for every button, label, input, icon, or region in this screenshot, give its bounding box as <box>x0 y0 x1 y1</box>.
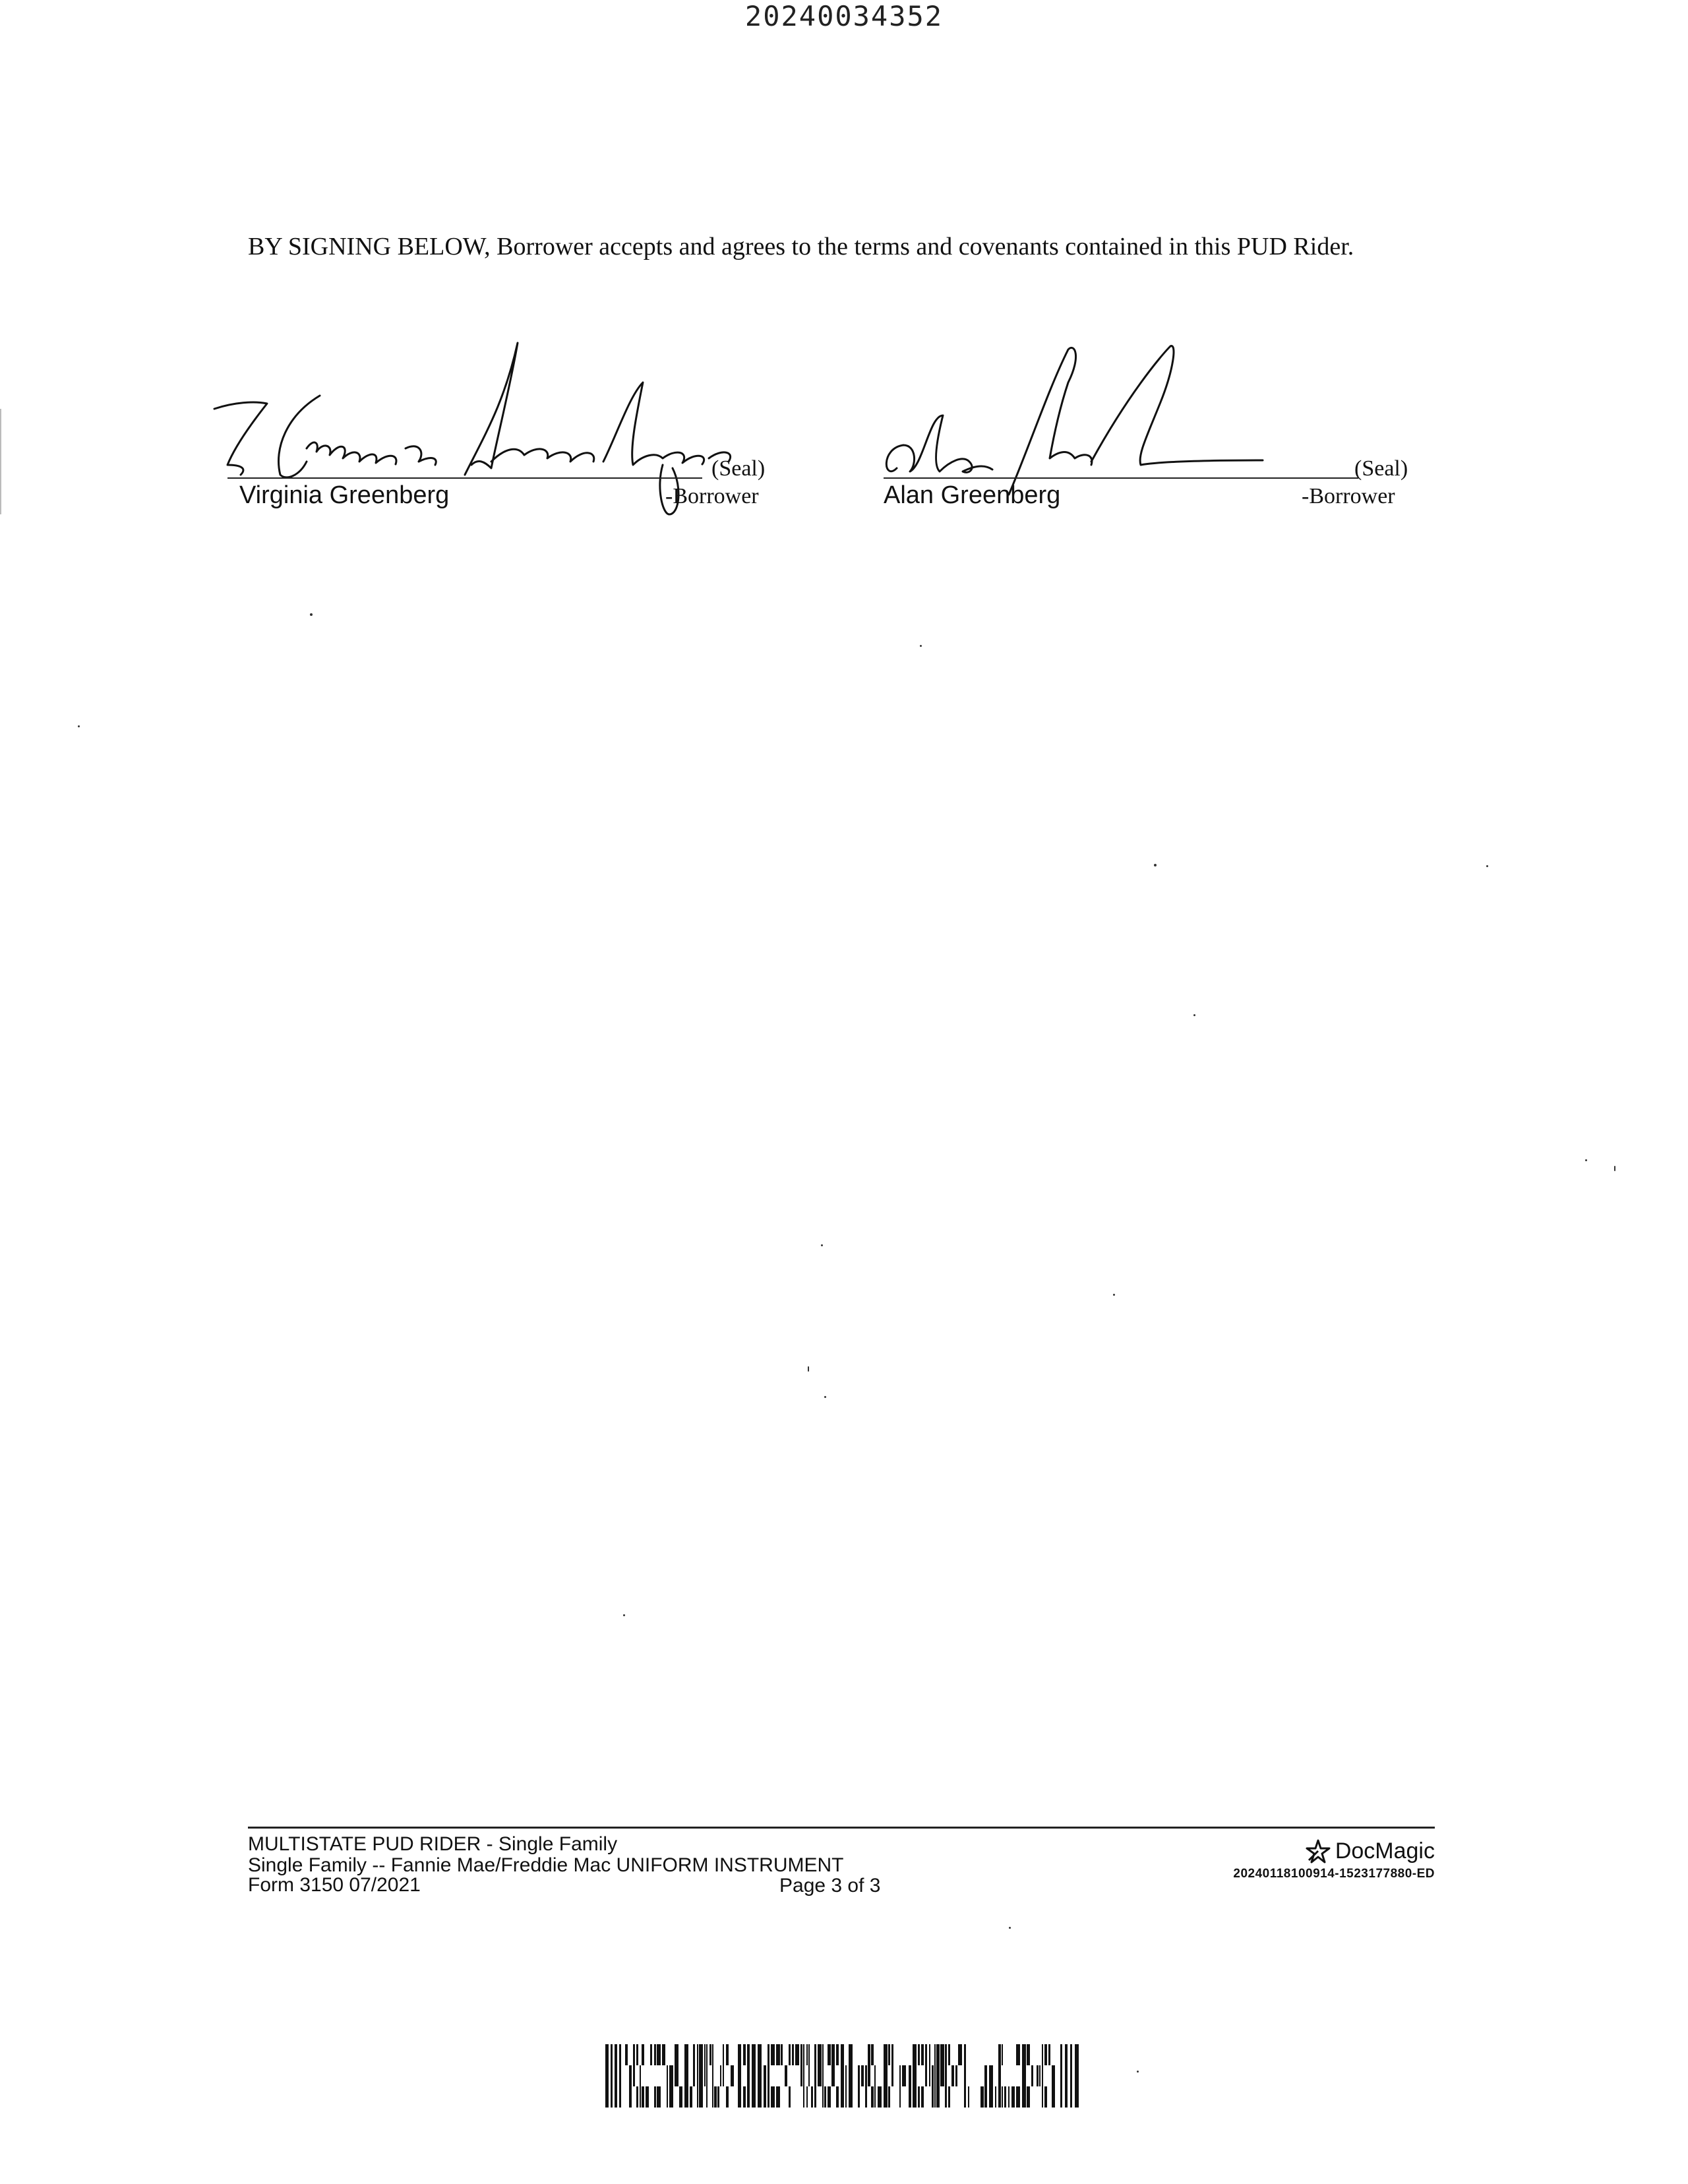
scan-speck <box>1193 1014 1195 1016</box>
signature-line <box>227 477 702 479</box>
recording-number: 20240034352 <box>744 0 944 32</box>
scan-speck <box>623 1614 625 1616</box>
scan-speck <box>310 613 313 616</box>
scan-speck <box>920 645 922 647</box>
signature-line <box>884 477 1358 479</box>
scan-speck <box>1113 1294 1115 1296</box>
acknowledgement-text: BY SIGNING BELOW, Borrower accepts and agrees to the terms and covenants contained in this PUD Rider. <box>248 233 1354 260</box>
scan-speck <box>1137 2071 1139 2073</box>
scan-speck <box>1009 1927 1011 1929</box>
brand-name: DocMagic <box>1335 1838 1435 1864</box>
page-number: Page 3 of 3 <box>779 1875 881 1896</box>
signature-block-alan <box>877 396 1431 528</box>
footer-form-title: MULTISTATE PUD RIDER - Single Family <box>248 1833 618 1855</box>
scan-speck <box>1614 1166 1615 1171</box>
scan-speck <box>824 1396 826 1398</box>
borrower-label: -Borrower <box>1302 484 1395 508</box>
borrower-label: -Borrower <box>665 484 759 508</box>
scan-speck <box>808 1366 809 1372</box>
scan-speck <box>1585 1159 1587 1161</box>
printed-name: Virginia Greenberg <box>239 481 450 509</box>
seal-label: (Seal) <box>1354 456 1408 481</box>
printed-name: Alan Greenberg <box>884 481 1061 509</box>
footer-form-number: Form 3150 07/2021 <box>248 1874 421 1896</box>
scan-speck <box>821 1244 823 1246</box>
barcode-image <box>605 2044 1081 2108</box>
form-footer <box>248 1827 1435 1901</box>
brand-logo <box>1305 1838 1435 1864</box>
scan-speck <box>1486 865 1488 867</box>
scan-speck <box>0 409 1 514</box>
document-code: 20240118100914-1523177880-ED <box>1233 1867 1435 1881</box>
signature-block-virginia <box>208 396 788 528</box>
scan-speck <box>78 725 80 727</box>
seal-label: (Seal) <box>711 456 766 481</box>
star-icon <box>1305 1838 1331 1864</box>
scan-speck <box>1154 864 1157 866</box>
footer-form-subtitle: Single Family -- Fannie Mae/Freddie Mac UNIFORM INSTRUMENT <box>248 1854 844 1876</box>
